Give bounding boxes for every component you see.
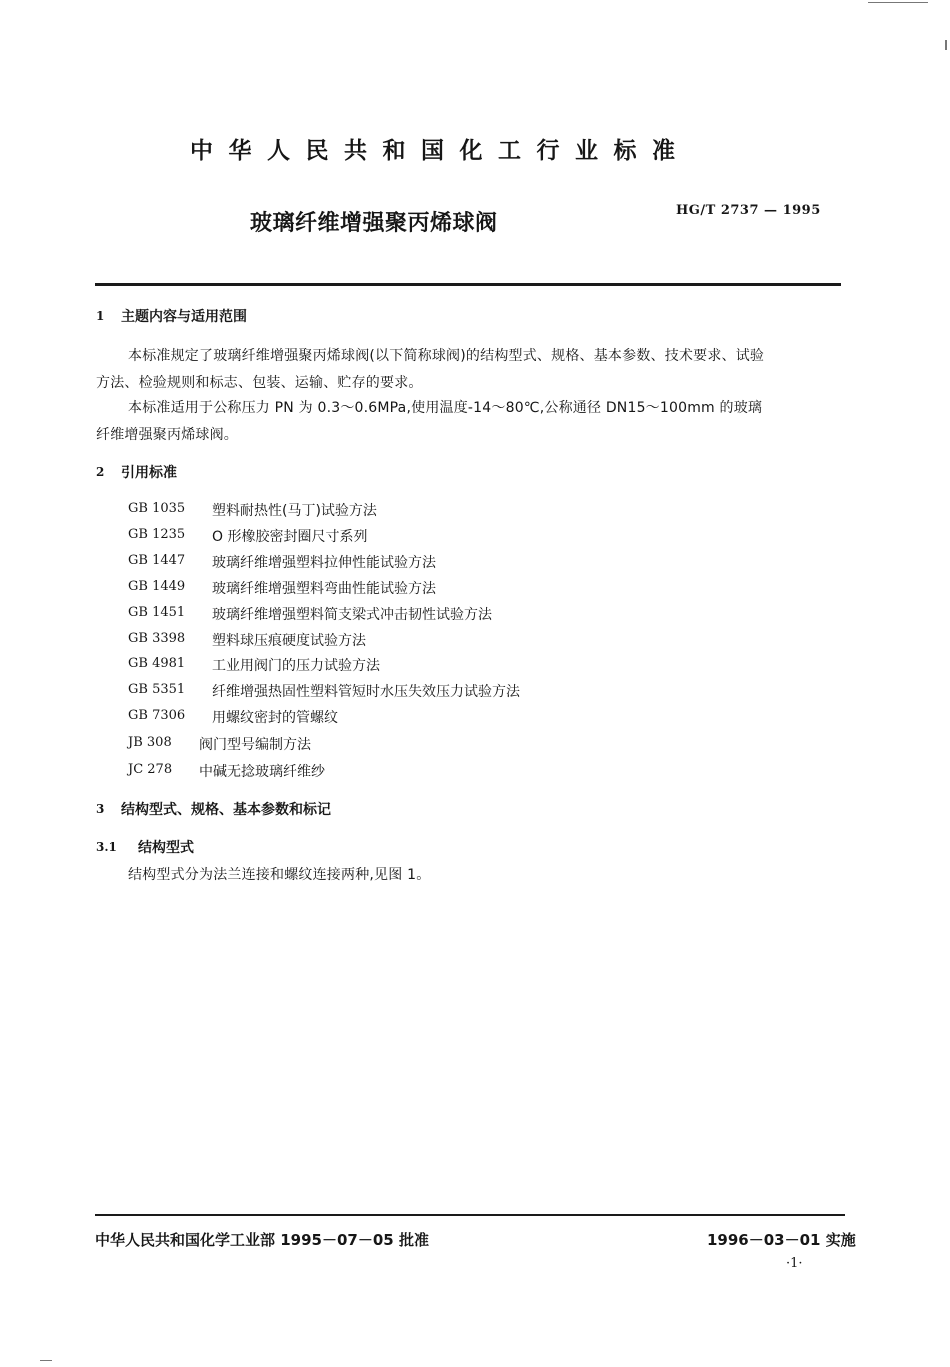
reference-code: JC 278 xyxy=(128,762,173,777)
reference-code: GB 7306 xyxy=(128,708,186,723)
section-1-para-2-line-1: 本标准适用于公称压力 PN 为 0.3～0.6MPa,使用温度-14～80℃,公称通径 DN15～100mm 的玻璃 xyxy=(128,400,763,416)
reference-title: 玻璃纤维增强塑料简支梁式冲击韧性试验方法 xyxy=(212,607,492,623)
section-2-number: 2 xyxy=(96,465,105,479)
page-number: ·1· xyxy=(786,1256,803,1271)
section-3-title: 结构型式、规格、基本参数和标记 xyxy=(121,802,331,818)
effective-date: 1996－03－01 实施 xyxy=(707,1231,856,1249)
reference-title: 中碱无捻玻璃纤维纱 xyxy=(199,764,325,780)
standard-title: 玻璃纤维增强聚丙烯球阀 xyxy=(250,211,498,236)
header-divider xyxy=(95,283,841,286)
reference-title: 玻璃纤维增强塑料拉伸性能试验方法 xyxy=(212,555,436,571)
scan-mark xyxy=(945,40,947,50)
reference-title: 玻璃纤维增强塑料弯曲性能试验方法 xyxy=(212,581,436,597)
reference-title: 纤维增强热固性塑料管短时水压失效压力试验方法 xyxy=(212,684,520,700)
org-title: 中华人民共和国化工行业标准 xyxy=(190,138,691,164)
scan-mark xyxy=(868,2,928,3)
reference-title: 工业用阀门的压力试验方法 xyxy=(212,658,380,674)
reference-code: GB 1035 xyxy=(128,501,186,516)
reference-code: GB 3398 xyxy=(128,631,186,646)
reference-code: GB 5351 xyxy=(128,682,186,697)
reference-title: 塑料球压痕硬度试验方法 xyxy=(212,633,366,649)
subsection-3-1-number: 3.1 xyxy=(96,840,117,854)
subsection-3-1-text: 结构型式分为法兰连接和螺纹连接两种,见图 1。 xyxy=(128,867,431,883)
reference-title: 用螺纹密封的管螺纹 xyxy=(212,710,338,726)
reference-code: GB 1447 xyxy=(128,553,186,568)
subsection-3-1-title: 结构型式 xyxy=(138,840,194,856)
standard-number: HG/T 2737 — 1995 xyxy=(676,203,821,218)
reference-code: JB 308 xyxy=(128,735,172,750)
reference-code: GB 1235 xyxy=(128,527,186,542)
section-1-para-1-line-2: 方法、检验规则和标志、包装、运输、贮存的要求。 xyxy=(96,375,423,391)
section-2-title: 引用标准 xyxy=(121,465,177,481)
section-1-para-1-line-1: 本标准规定了玻璃纤维增强聚丙烯球阀(以下简称球阀)的结构型式、规格、基本参数、技术要求、试验 xyxy=(128,348,765,364)
section-1-title: 主题内容与适用范围 xyxy=(121,309,247,325)
section-3-number: 3 xyxy=(96,802,105,816)
section-1-para-2-line-2: 纤维增强聚丙烯球阀。 xyxy=(96,427,238,443)
reference-title: 阀门型号编制方法 xyxy=(199,737,311,753)
scan-mark xyxy=(40,1360,52,1361)
approval-line: 中华人民共和国化学工业部 1995－07－05 批准 xyxy=(95,1231,429,1249)
reference-code: GB 1449 xyxy=(128,579,186,594)
reference-code: GB 4981 xyxy=(128,656,186,671)
reference-title: O 形橡胶密封圈尺寸系列 xyxy=(212,529,368,545)
footer-divider xyxy=(95,1214,845,1216)
reference-code: GB 1451 xyxy=(128,605,186,620)
section-1-number: 1 xyxy=(96,309,105,323)
reference-title: 塑料耐热性(马丁)试验方法 xyxy=(212,503,377,519)
